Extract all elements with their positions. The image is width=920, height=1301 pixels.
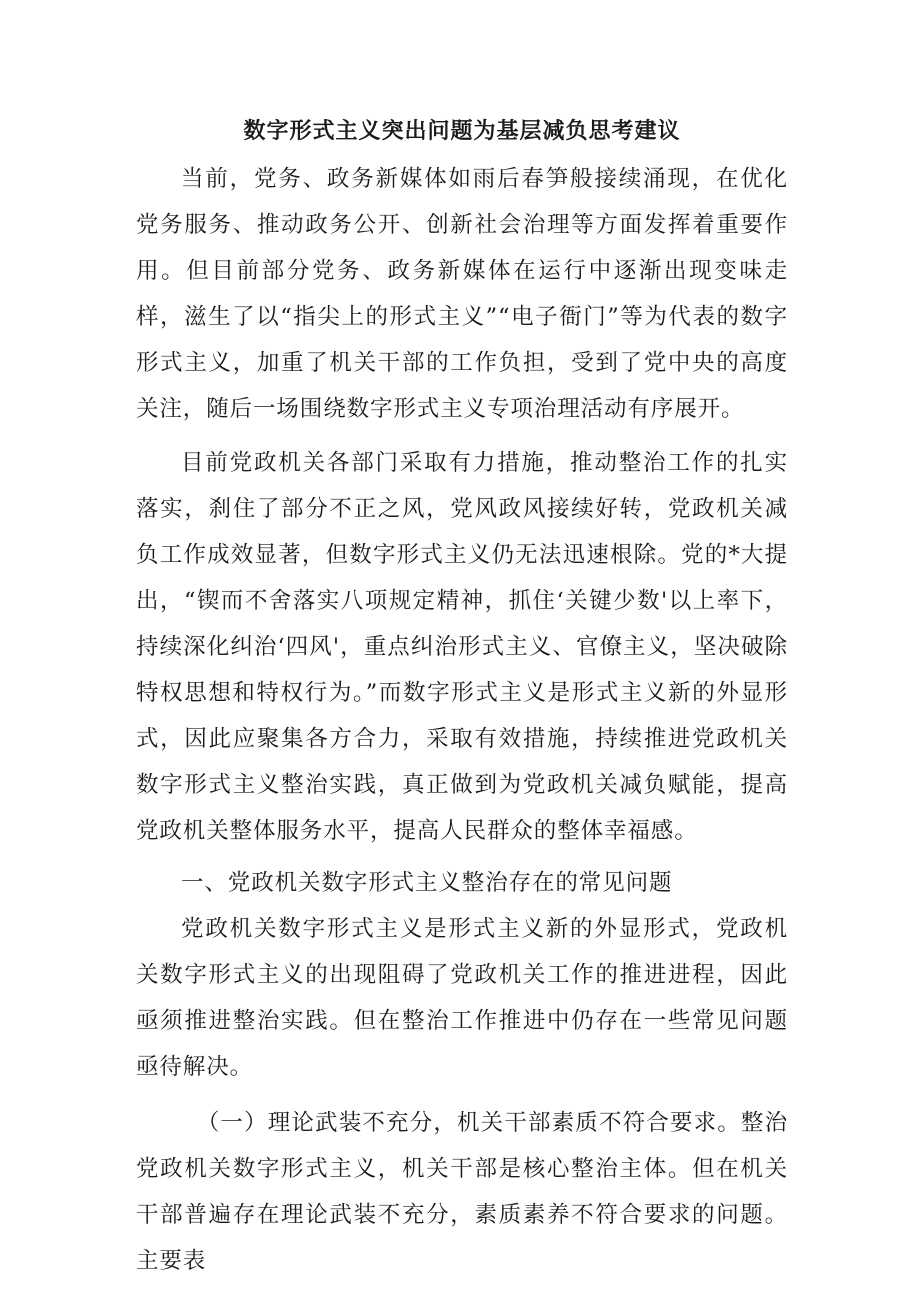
subsection-paragraph: （一）理论武装不充分，机关干部素质不符合要求。整治党政机关数字形式主义，机关干部是核心整治主体。但在机关干部普遍存在理论武装不充分，素质素养不符合要求的问题。主要表	[136, 1110, 788, 1274]
intro-paragraph-1: 当前，党务、政务新媒体如雨后春笋般接续涌现，在优化党务服务、推动政务公开、创新社会治理等方面发挥着重要作用。但目前部分党务、政务新媒体在运行中逐渐出现变味走样，滋生了以“指尖上的形式主义”“电子衙门”等为代表的数字形式主义，加重了机关干部的工作负担，受到了党中央的高度关注，随后一场围绕数字形式主义专项治理活动有序展开。	[136, 166, 788, 422]
section-heading: 一、党政机关数字形式主义整治存在的常见问题	[181, 870, 673, 896]
intro-paragraph-2: 目前党政机关各部门采取有力措施，推动整治工作的扎实落实，刹住了部分不正之风，党风政风接续好转，党政机关减负工作成效显著，但数字形式主义仍无法迅速根除。党的*大提出，“锲而不舍落实八项规定精神，抓住‘关键少数'以上率下，持续深化纠治‘四风'，重点纠治形式主义、官僚主义，坚决破除特权思想和特权行为。”而数字形式主义是形式主义新的外显形式，因此应聚集各方合力，采取有效措施，持续推进党政机关数字形式主义整治实践，真正做到为党政机关减负赋能，提高党政机关整体服务水平，提高人民群众的整体幸福感。	[136, 450, 788, 844]
document-title: 数字形式主义突出问题为基层减负思考建议	[243, 119, 681, 144]
section-paragraph: 党政机关数字形式主义是形式主义新的外显形式，党政机关数字形式主义的出现阻碍了党政机关工作的推进进程，因此亟须推进整治实践。但在整治工作推进中仍存在一些常见问题亟待解决。	[136, 916, 788, 1080]
document-page	[136, 112, 788, 1284]
